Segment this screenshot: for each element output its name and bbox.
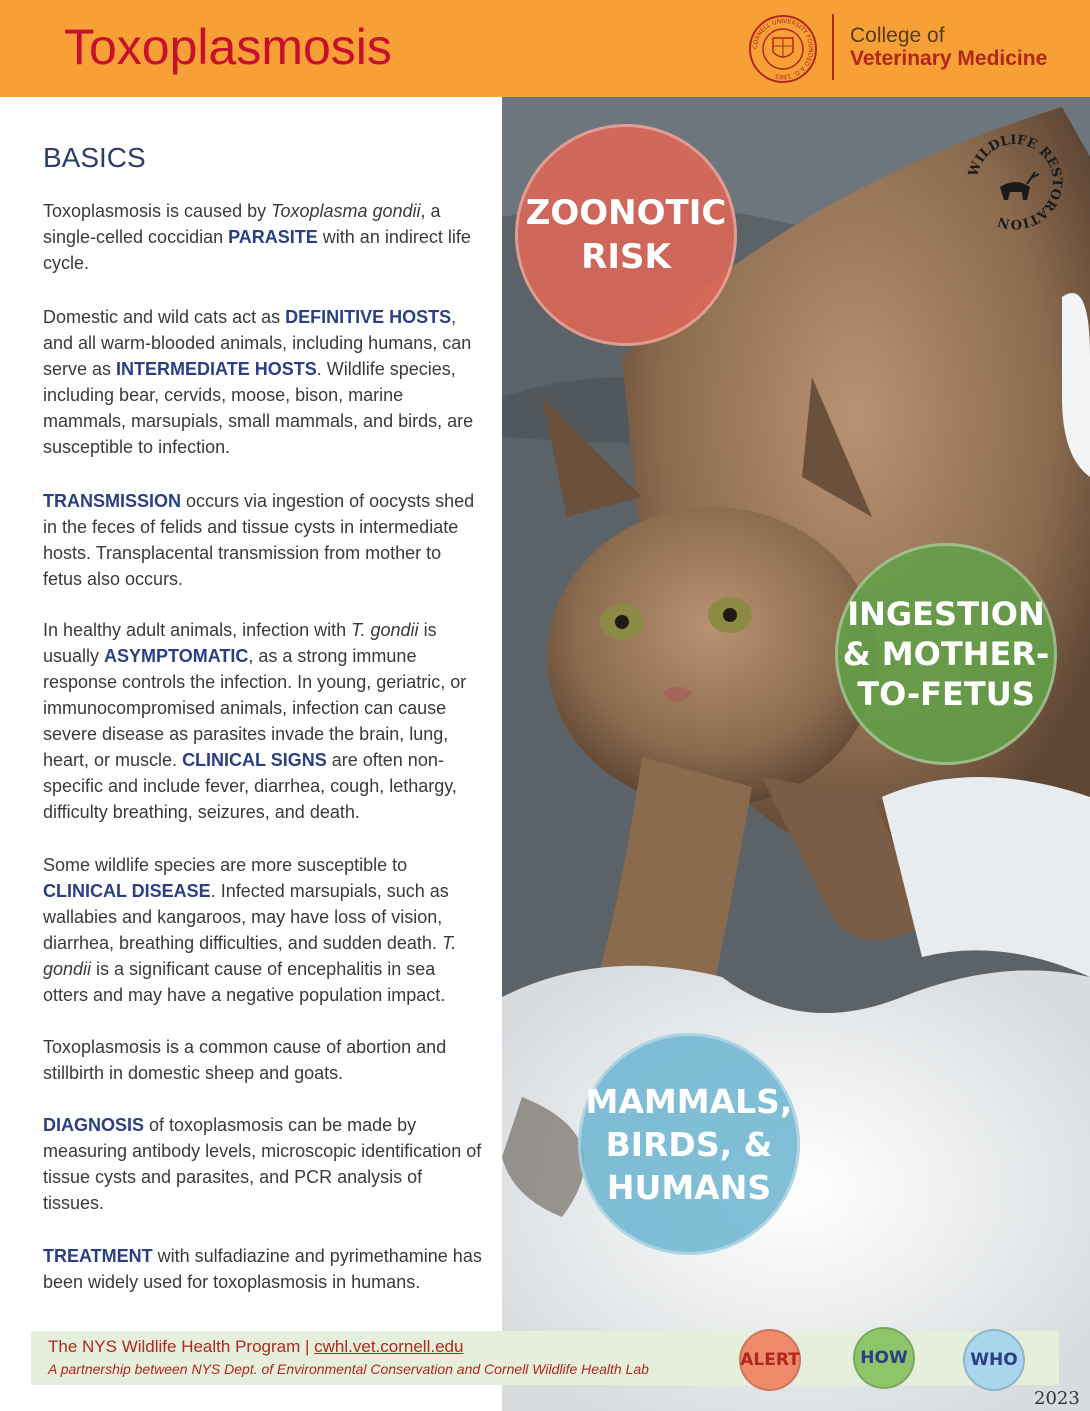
text: occurs via ingestion of oocysts shed in the feces of felids and tissue cysts in intermediate hosts. Transplacental transmission from mother to fetus also occurs. bbox=[43, 491, 475, 589]
mammals-birds-humans-bubble bbox=[578, 1033, 800, 1255]
species-name: T. gondii bbox=[43, 933, 457, 979]
bubble-line: ZOONOTIC bbox=[525, 193, 727, 233]
how-button[interactable]: HOW bbox=[853, 1327, 915, 1389]
paragraph-hosts bbox=[43, 304, 483, 460]
keyword-parasite: PARASITE bbox=[228, 227, 318, 247]
keyword-asymptomatic: ASYMPTOMATIC bbox=[104, 646, 249, 666]
species-name: Toxoplasma gondii bbox=[271, 201, 421, 221]
text: Domestic and wild cats act as bbox=[43, 307, 286, 327]
college-name-line2: Veterinary Medicine bbox=[850, 47, 1048, 70]
wildlife-restoration-text: WILDLIFE RESTORATION bbox=[966, 132, 1065, 232]
separator: | bbox=[300, 1337, 315, 1356]
website-link[interactable]: cwhl.vet.cornell.edu bbox=[314, 1337, 464, 1356]
wildlife-restoration-logo-icon bbox=[965, 132, 1065, 232]
cornell-seal-text: CORNELL UNIVERSITY FOUNDED A.D. 1865 bbox=[751, 17, 815, 81]
paragraph-transmission bbox=[43, 488, 483, 592]
paragraph-diagnosis bbox=[43, 1112, 483, 1216]
who-button[interactable]: WHO bbox=[963, 1329, 1025, 1391]
alert-button[interactable]: ALERT bbox=[739, 1329, 801, 1391]
footer-partnership: A partnership between NYS Dept. of Environmental Conservation and Cornell Wildlife Health Lab bbox=[48, 1361, 649, 1377]
keyword-intermediate-hosts: INTERMEDIATE HOSTS bbox=[116, 359, 317, 379]
cornell-seal-icon bbox=[748, 14, 818, 84]
text: In healthy adult animals, infection with bbox=[43, 620, 352, 640]
section-title-basics: BASICS bbox=[43, 142, 146, 173]
paragraph-livestock: Toxoplasmosis is a common cause of abortion and stillbirth in domestic sheep and goats. bbox=[43, 1037, 447, 1083]
text: . Wildlife species, including bear, cervids, moose, bison, marine mammals, marsupials, small mammals, and birds, are susceptible to infection. bbox=[43, 359, 474, 457]
bubble-line: MAMMALS, bbox=[585, 1081, 793, 1121]
keyword-treatment: TREATMENT bbox=[43, 1246, 153, 1266]
keyword-clinical-signs: CLINICAL SIGNS bbox=[182, 750, 327, 770]
publication-year: 2023 bbox=[1034, 1388, 1080, 1409]
page-title: Toxoplasmosis bbox=[64, 19, 392, 75]
header-divider bbox=[832, 14, 834, 80]
bubble-line: BIRDS, & bbox=[605, 1124, 773, 1164]
keyword-diagnosis: DIAGNOSIS bbox=[43, 1115, 145, 1135]
text: , and all warm-blooded animals, including humans, can serve as bbox=[43, 307, 472, 379]
bubble-line: & MOTHER- bbox=[842, 635, 1050, 673]
text: is a significant cause of encephalitis in sea otters and may have a negative population impact. bbox=[43, 959, 446, 1005]
keyword-definitive-hosts: DEFINITIVE HOSTS bbox=[285, 307, 452, 327]
text: Toxoplasmosis is caused by bbox=[43, 201, 272, 221]
bubble-line: RISK bbox=[581, 237, 671, 277]
paragraph-treatment bbox=[43, 1243, 483, 1295]
ingestion-bubble bbox=[835, 543, 1057, 765]
paragraph-susceptible bbox=[43, 852, 483, 1008]
text: . Infected marsupials, such as wallabies and kangaroos, may have loss of vision, diarrhea, breathing difficulties, and sudden death. bbox=[43, 881, 449, 953]
species-name: T. gondii bbox=[351, 620, 419, 640]
footer-program-line bbox=[48, 1337, 463, 1357]
paragraph-cause bbox=[43, 198, 483, 276]
college-name-line1: College of bbox=[850, 24, 945, 47]
text: is usually bbox=[43, 620, 437, 666]
zoonotic-risk-bubble bbox=[515, 124, 737, 346]
text: , as a strong immune response controls the infection. In young, geriatric, or immunocompromised animals, infection can cause severe disease as parasites invade the brain, lung, heart, or muscle. bbox=[43, 646, 467, 770]
bubble-line: INGESTION bbox=[847, 595, 1045, 633]
text: of toxoplasmosis can be made by measuring antibody levels, microscopic identification of tissue cysts and parasites, and PCR analysis of tissues. bbox=[43, 1115, 482, 1213]
text: Some wildlife species are more susceptible to bbox=[43, 855, 408, 875]
bubble-line: HUMANS bbox=[606, 1167, 772, 1207]
keyword-clinical-disease: CLINICAL DISEASE bbox=[43, 881, 211, 901]
program-name: The NYS Wildlife Health Program bbox=[48, 1337, 301, 1356]
keyword-transmission: TRANSMISSION bbox=[43, 491, 182, 511]
text: are often non-specific and include fever, diarrhea, cough, lethargy, difficulty breathing, seizures, and death. bbox=[43, 750, 457, 822]
paragraph-clinical bbox=[43, 617, 483, 825]
bubble-line: TO-FETUS bbox=[857, 675, 1035, 713]
text: with an indirect life cycle. bbox=[43, 227, 471, 273]
text: , a single-celled coccidian bbox=[43, 201, 441, 247]
text: with sulfadiazine and pyrimethamine has been widely used for toxoplasmosis in humans. bbox=[43, 1246, 482, 1292]
